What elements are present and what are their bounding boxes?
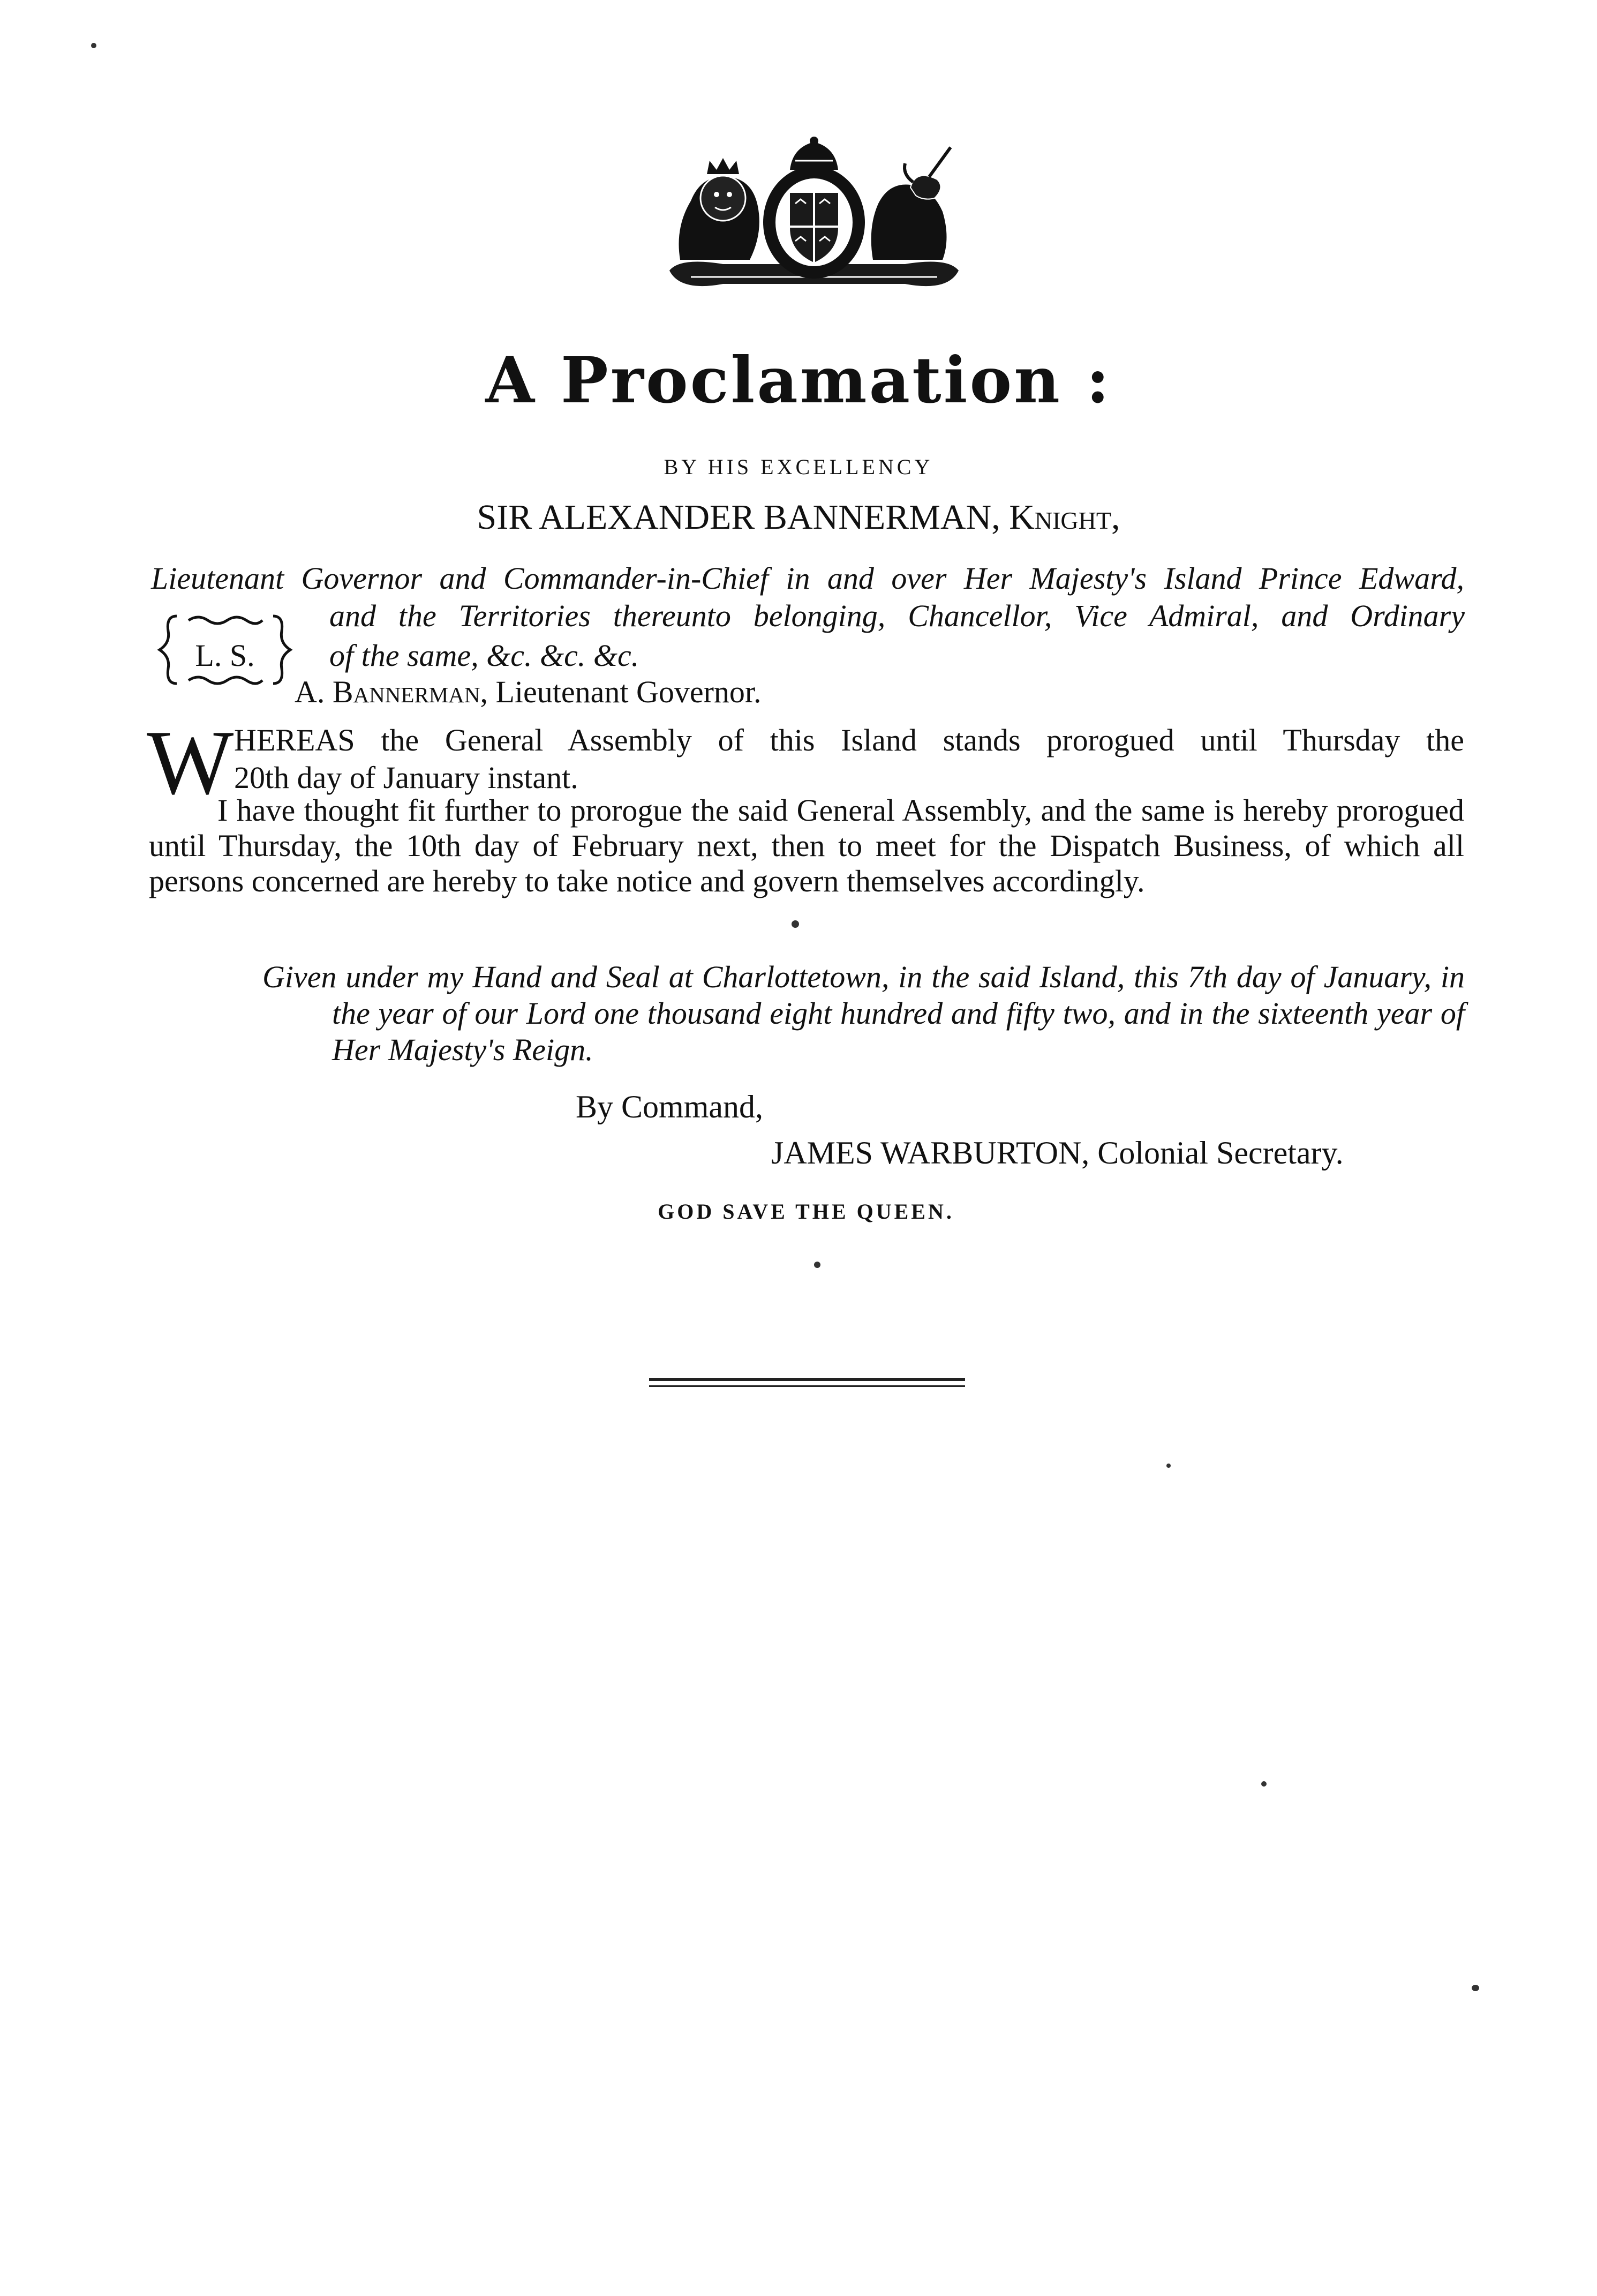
governor-name: [0, 497, 1597, 538]
scan-speck: [91, 43, 96, 48]
signer-title: Lieutenant Governor.: [495, 674, 762, 709]
prorogation-paragraph: I have thought fit further to prorogue the said General Assembly, and the same is hereby prorogued until Thursday, the 10th day of February next, then to meet for the Dispatch Business, of which all persons concerned are hereby to take notice and govern themselves accordingly.: [149, 793, 1464, 898]
by-command: By Command,: [576, 1089, 764, 1124]
scan-speck: [792, 920, 799, 928]
colonial-secretary-signature: [771, 1135, 1344, 1172]
closing-rule-thin: [649, 1385, 965, 1387]
signer-initial: A.: [295, 674, 325, 709]
signer-surname: Bannerman,: [332, 674, 488, 709]
royal-coat-of-arms: [659, 137, 969, 313]
secretary-name: JAMES WARBURTON,: [771, 1135, 1090, 1170]
scan-speck: [1261, 1781, 1267, 1787]
governor-style-line-1: Lieutenant Governor and Commander-in-Chief in and over Her Majesty's Island Prince Edward,: [151, 561, 1464, 596]
closing-rule-thick: [649, 1378, 965, 1381]
governor-style-line-3: of the same, &c. &c. &c.: [329, 638, 639, 673]
god-save-the-queen: GOD SAVE THE QUEEN.: [658, 1199, 954, 1224]
seal-label: L. S.: [195, 638, 255, 673]
whereas-line-1: HEREAS the General Assembly of this Island stands prorogued until Thursday the: [234, 723, 1464, 757]
scan-speck: [814, 1262, 820, 1268]
governor-name-suffix: Knight,: [1009, 498, 1120, 537]
governor-name-main: SIR ALEXANDER BANNERMAN,: [477, 498, 1000, 537]
drop-cap: W: [147, 712, 234, 814]
scan-speck: [1472, 1985, 1479, 1991]
whereas-line-2: 20th day of January instant.: [234, 760, 578, 795]
governor-style-line-2: and the Territories thereunto belonging, Chancellor, Vice Admiral, and Ordinary: [329, 598, 1465, 633]
given-under-hand-paragraph: Given under my Hand and Seal at Charlottetown, in the said Island, this 7th day of January, in the year of our Lord one thousand eight hundred and fifty two, and in the sixteenth year of Her Majesty's Reign.: [262, 959, 1465, 1067]
proclamation-title: A Proclamation :: [485, 343, 1112, 417]
scan-speck: [1166, 1464, 1171, 1468]
by-his-excellency: BY HIS EXCELLENCY: [664, 455, 933, 479]
governor-signature: [295, 674, 762, 710]
secretary-title: Colonial Secretary.: [1097, 1135, 1344, 1170]
